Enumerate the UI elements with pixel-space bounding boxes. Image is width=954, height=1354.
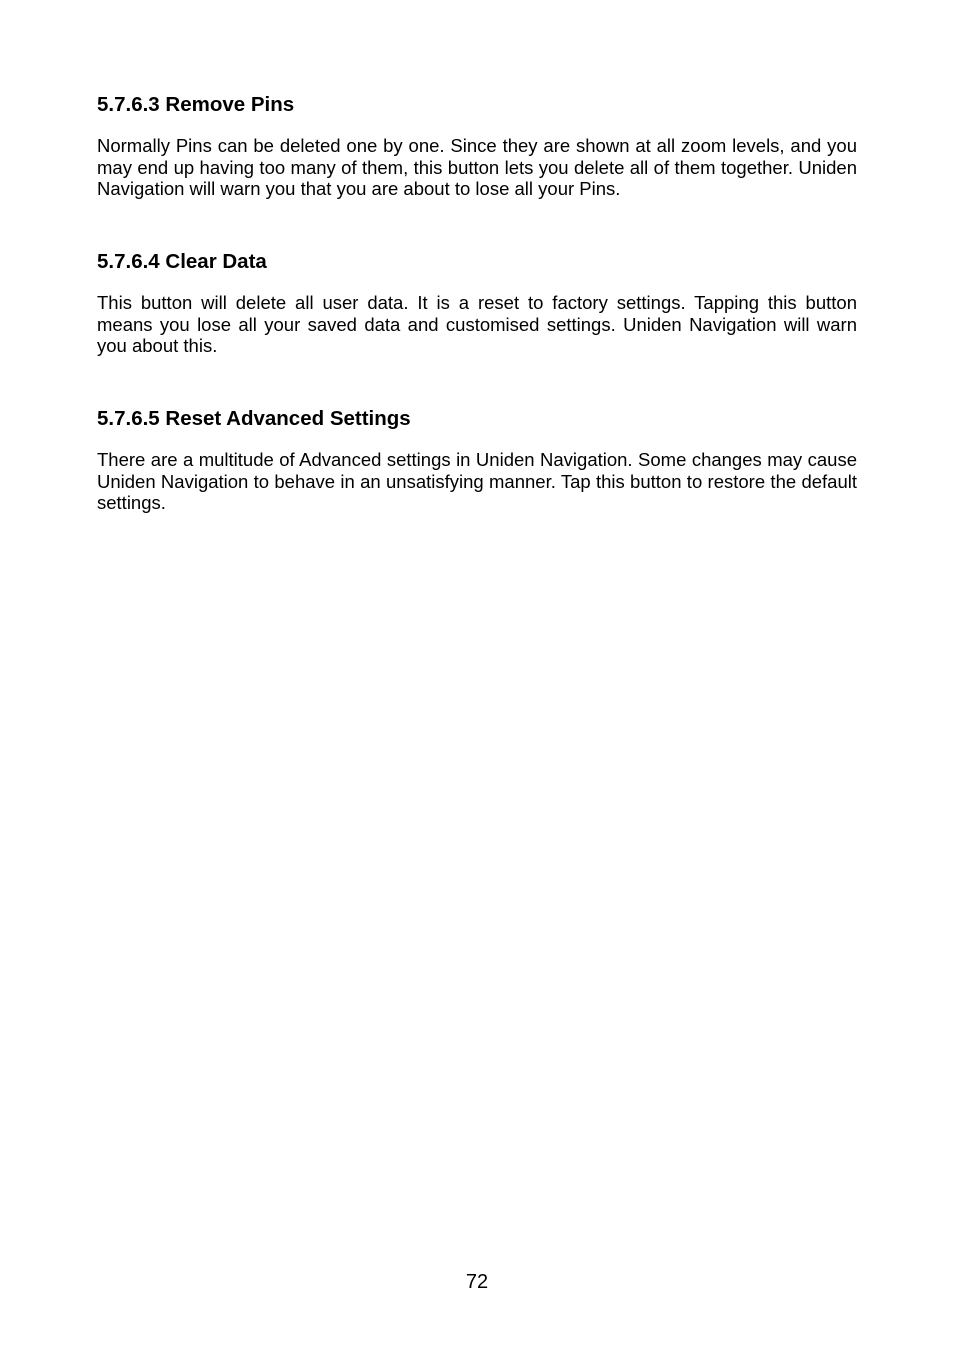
section-body: Normally Pins can be deleted one by one. Since they are shown at all zoom levels, and you may end up having too many of them, this button lets you delete all of them together. Uniden Navigation will warn you that you are about to lose all your Pins. [97, 135, 857, 199]
section-clear-data [97, 250, 857, 357]
page-number: 72 [465, 1271, 489, 1293]
section-body: This button will delete all user data. It is a reset to factory settings. Tapping this button means you lose all your saved data and customised settings. Uniden Navigation will warn you about this. [97, 292, 857, 356]
section-heading: 5.7.6.3 Remove Pins [97, 93, 295, 116]
section-heading: 5.7.6.4 Clear Data [97, 250, 267, 273]
section-reset-advanced-settings [97, 407, 857, 514]
section-body: There are a multitude of Advanced settings in Uniden Navigation. Some changes may cause Uniden Navigation to behave in an unsatisfying manner. Tap this button to restore the default settings. [97, 449, 857, 513]
section-remove-pins [97, 93, 857, 200]
section-heading: 5.7.6.5 Reset Advanced Settings [97, 407, 411, 430]
